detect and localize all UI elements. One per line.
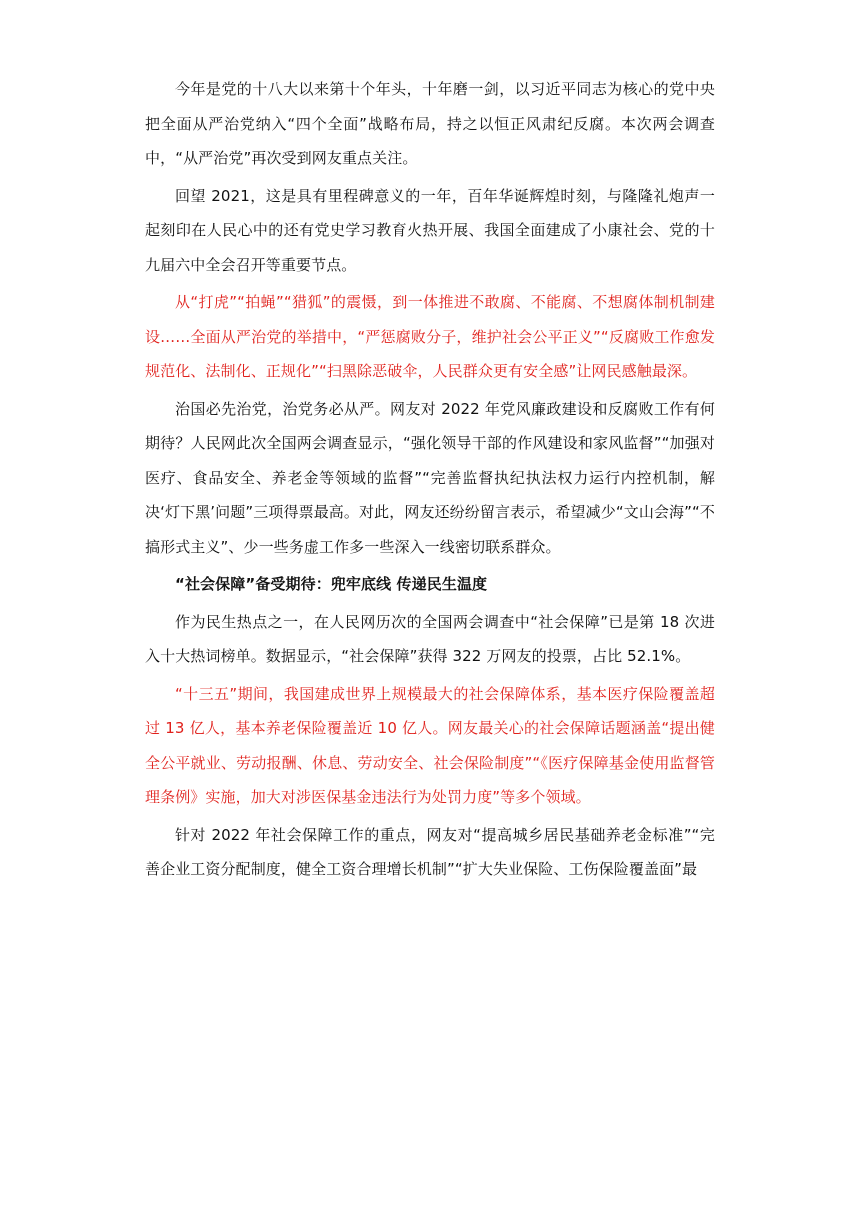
paragraph-social-security-highlight: “十三五”期间，我国建成世界上规模最大的社会保障体系，基本医疗保险覆盖超过 13 亿人，基本养老保险覆盖近 10 亿人。网友最关心的社会保障话题涵盖“提出健全公平就业、劳动报酬、休息、劳动安全、社会保险制度”“《医疗保障基金使用监督管理条例》实施，加大对涉医保基金违法行为处罚力度”等多个领域。 — [145, 684, 715, 806]
document-body — [145, 72, 715, 890]
paragraph-social-security-stats: 作为民生热点之一，在人民网历次的全国两会调查中“社会保障”已是第 18 次进入十大热词榜单。数据显示，“社会保障”获得 322 万网友的投票，占比 52.1%。 — [145, 612, 715, 665]
paragraph-anti-corruption-highlight: 从“打虎”“拍蝇”“猎狐”的震慑，到一体推进不敢腐、不能腐、不想腐体制机制建设……全面从严治党的举措中，“严惩腐败分子，维护社会公平正义”“反腐败工作愈发规范化、法制化、正规化”“扫黑除恶破伞，人民群众更有安全感”让网民感触最深。 — [145, 293, 715, 380]
paragraph-survey-expectations: 治国必先治党，治党务必从严。网友对 2022 年党风廉政建设和反腐败工作有何期待？人民网此次全国两会调查显示，“强化领导干部的作风建设和家风监督”“加强对医疗、食品安全、养老金等领域的监督”“完善监督执纪执法权力运行内控机制，解决‘灯下黑’问题”三项得票最高。对此，网友还纷纷留言表示，希望减少“文山会海”“不搞形式主义”、少一些务虚工作多一些深入一线密切联系群众。 — [145, 399, 715, 556]
section-heading-social-security: “社会保障”备受期待：兜牢底线 传递民生温度 — [175, 575, 488, 593]
paragraph-strict-party-governance: 今年是党的十八大以来第十个年头，十年磨一剑，以习近平同志为核心的党中央把全面从严治党纳入“四个全面”战略布局，持之以恒正风肃纪反腐。本次两会调查中，“从严治党”再次受到网友重点关注。 — [145, 80, 715, 167]
paragraph-review-2021: 回望 2021，这是具有里程碑意义的一年，百年华诞辉煌时刻，与隆隆礼炮声一起刻印在人民心中的还有党史学习教育火热开展、我国全面建成了小康社会、党的十九届六中全会召开等重要节点。 — [145, 186, 715, 274]
paragraph-2022-priorities: 针对 2022 年社会保障工作的重点，网友对“提高城乡居民基础养老金标准”“完善企业工资分配制度，健全工资合理增长机制”“扩大失业保险、工伤保险覆盖面”最 — [145, 825, 715, 878]
